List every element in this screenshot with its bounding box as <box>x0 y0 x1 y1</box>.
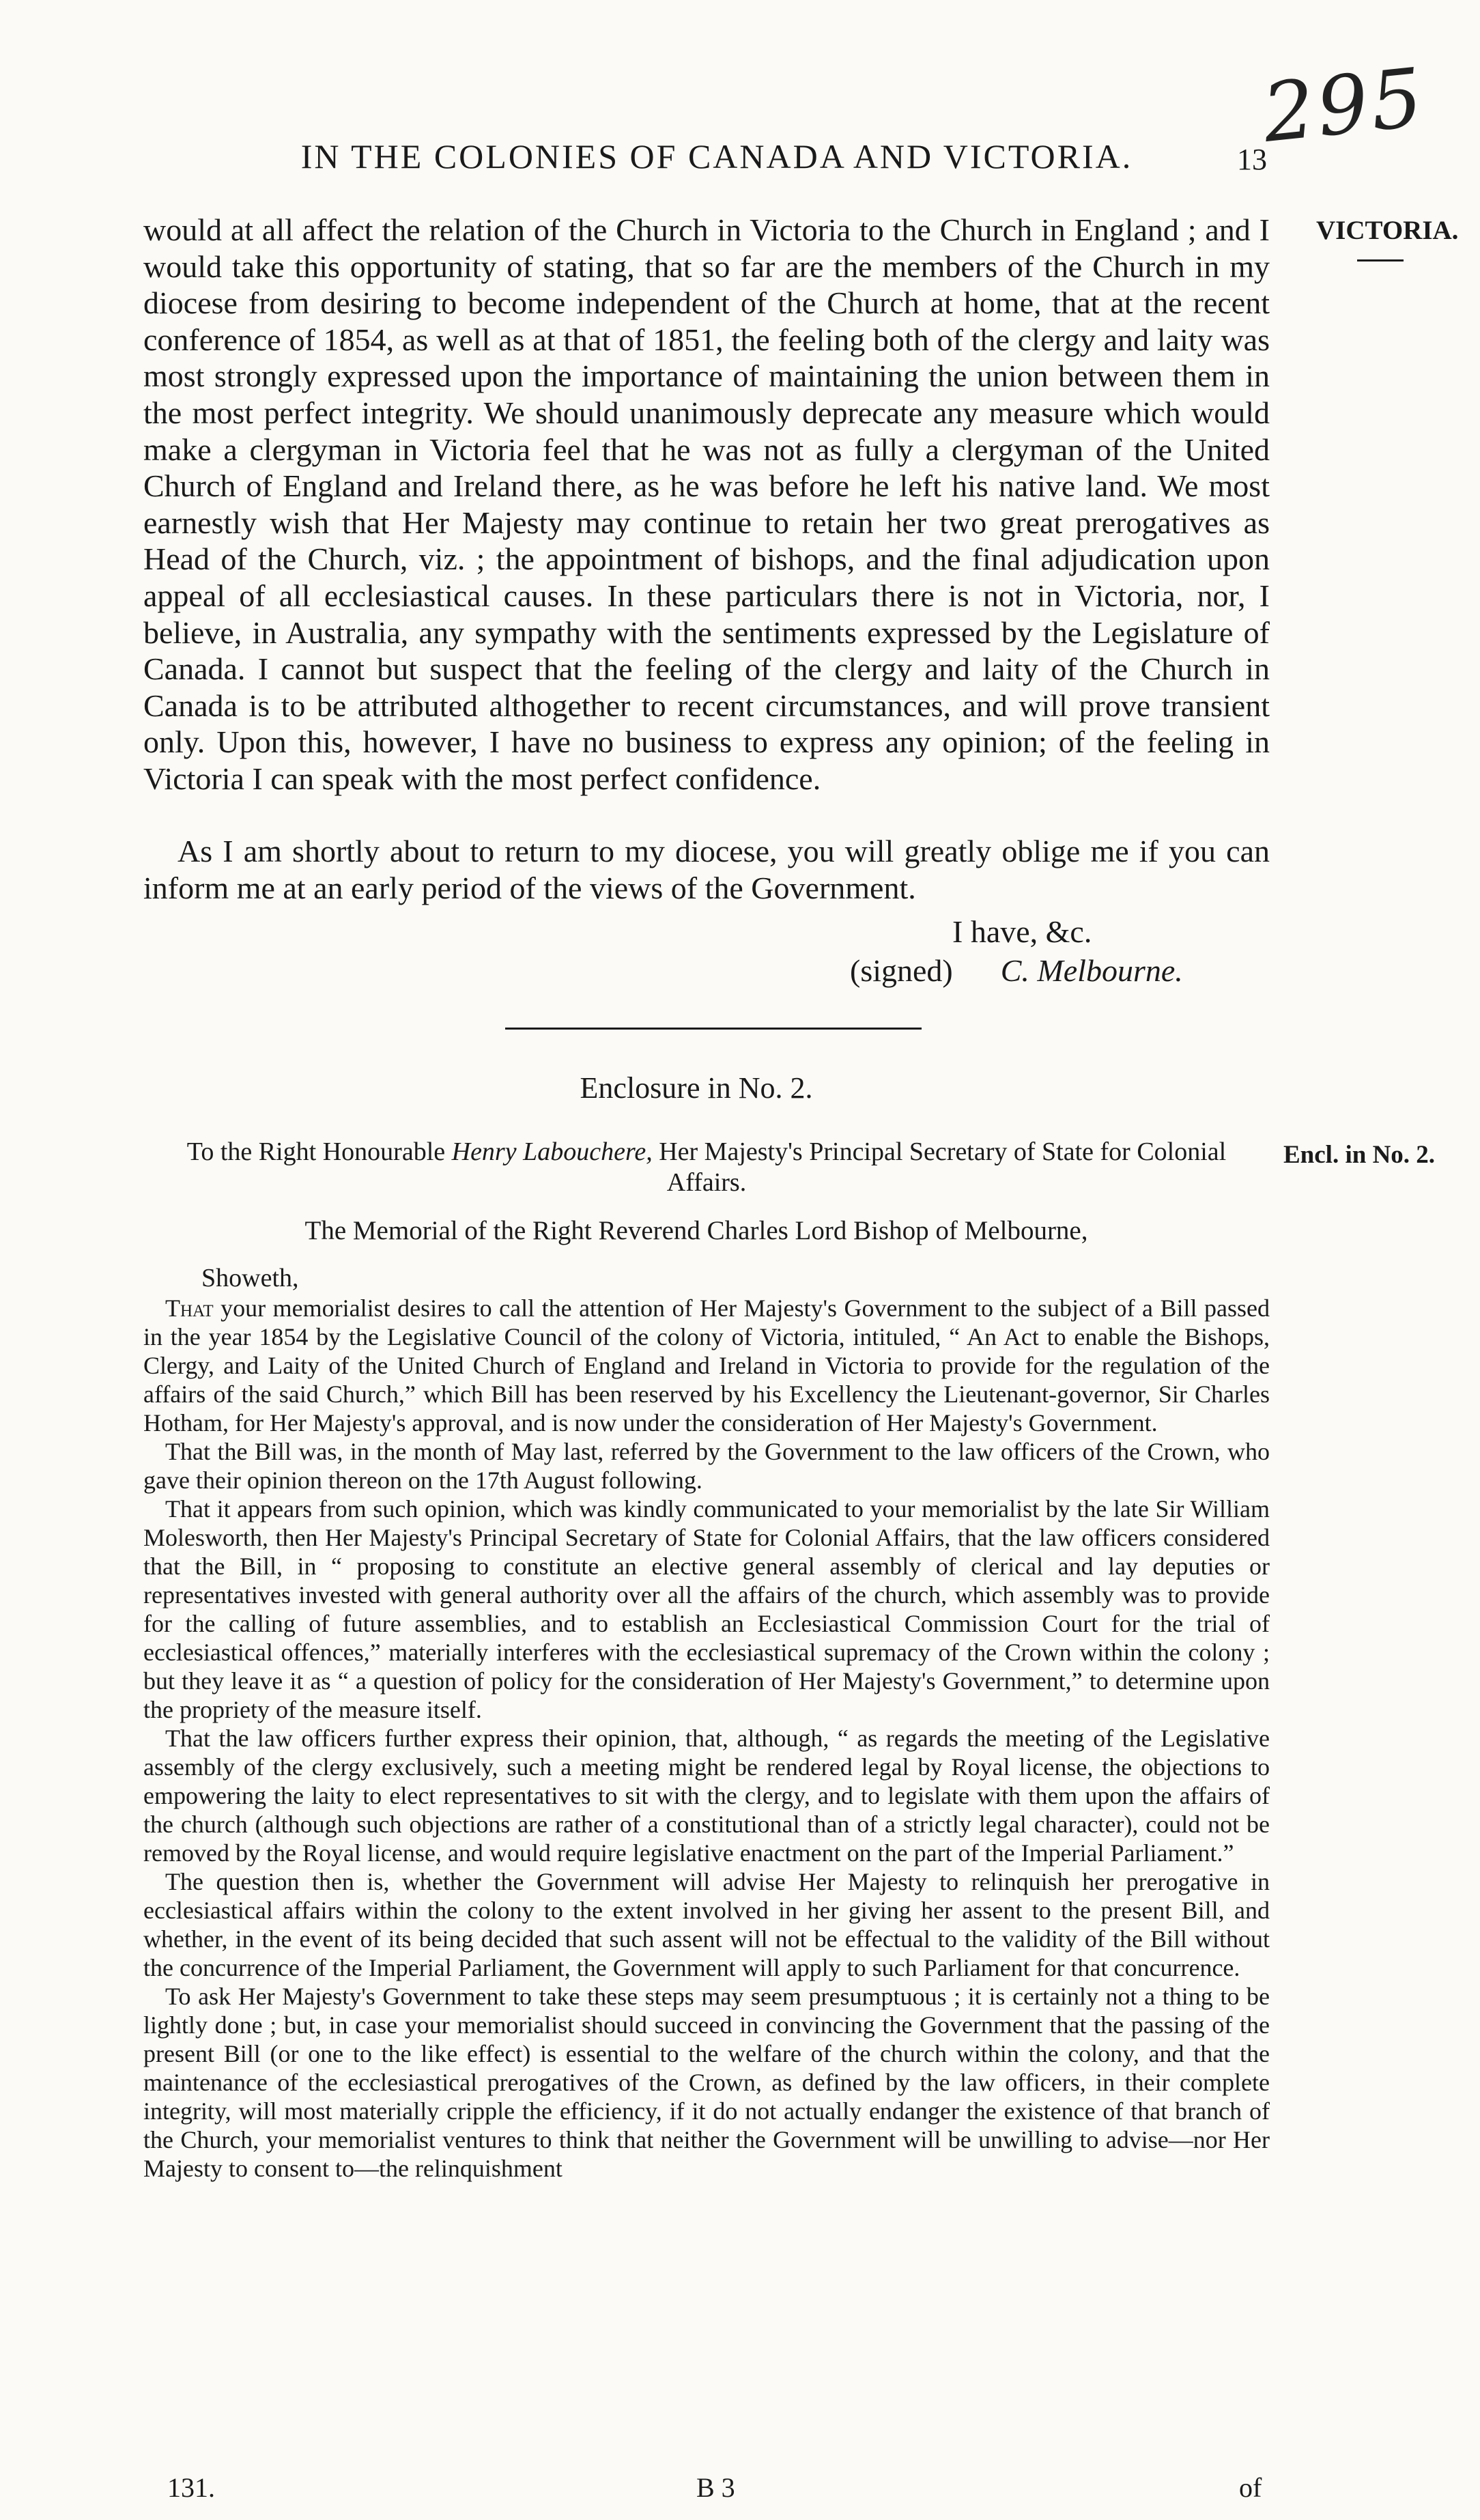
letter-paragraph: As I am shortly about to return to my diocese, you will greatly oblige me if you can inform me at an early period of the views of the Government. <box>143 834 1270 905</box>
memorial-address <box>147 1137 1266 1198</box>
handwritten-folio-number: 295 <box>1258 49 1429 161</box>
showeth-label: Showeth, <box>201 1264 299 1292</box>
letter-signature-line <box>850 952 1183 989</box>
margin-note-victoria: VICTORIA. <box>1316 216 1459 245</box>
signed-label: (signed) <box>850 953 953 988</box>
memorial-paragraph: That it appears from such opinion, which was kindly communicated to your memorialist by the late Sir William Molesworth, then Her Majesty's Principal Secretary of State for Colonial Affairs, that the law officers considered that the Bill, in “ proposing to constitute an elective general assembly of clerical and lay deputies or representatives invested with general authority over all the affairs of the church, which assembly was to provide for the calling of future assemblies, and to establish an Ecclesiastical Commission Court for the trial of ecclesiastical offences,” materially interferes with the ecclesiastical supremacy of the Crown within the colony ; but they leave it as “ a question of policy for the consideration of Her Majesty's Government,” to determine upon the propriety of the measure itself. <box>143 1495 1270 1723</box>
address-prefix: To the Right Honourable <box>186 1137 446 1166</box>
section-divider <box>505 1028 922 1030</box>
margin-note-enclosure: Encl. in No. 2. <box>1283 1141 1436 1169</box>
enclosure-heading: Enclosure in No. 2. <box>580 1071 813 1105</box>
letter-closing: I have, &c. <box>952 914 1092 949</box>
memorial-paragraph: That the law officers further express their opinion, that, although, “ as regards the meeting of the Legislative assembly of the clergy exclusively, such a meeting might be rendered legal by Royal license, the objections to empowering the laity to elect representatives to sit with the clergy, and to legislate with them upon the affairs of the church (although such objections are rather of a constitutional than of a strictly legal character), could not be removed by the Royal license, and would require legislative enactment on the part of the Imperial Parliament.” <box>143 1725 1270 1867</box>
memorial-body <box>143 1294 1270 2183</box>
margin-divider <box>1357 259 1404 261</box>
memorial-paragraph: The question then is, whether the Government will advise Her Majesty to relinquish her prerogative in ecclesiastical affairs within the colony to the extent involved in her giving her assent to the present Bill, and whether, in the event of its being decided that such assent will not be effectual to the validity of the Bill without the concurrence of the Imperial Parliament, the Government will apply to such Parliament for that concurrence. <box>143 1868 1270 1981</box>
signature-mark: B 3 <box>696 2472 735 2503</box>
signature: C. Melbourne. <box>1000 953 1183 988</box>
paragraph-lead-word: That <box>165 1294 214 1322</box>
addressee-name: Henry Labouchere, <box>451 1137 653 1166</box>
address-suffix: Her Majesty's Principal Secretary of State for Colonial Affairs. <box>659 1137 1227 1197</box>
footer-number: 131. <box>167 2472 215 2503</box>
memorial-title: The Memorial of the Right Reverend Charles Lord Bishop of Melbourne, <box>304 1216 1088 1245</box>
memorial-paragraph: To ask Her Majesty's Government to take these steps may seem presumptuous ; it is certainly not a thing to be lightly done ; but, in case your memorialist should succeed in convincing the Government that the passing of the present Bill (or one to the like effect) is essential to the welfare of the church within the colony, and that the maintenance of the ecclesiastical prerogatives of the Crown, as defined by the law officers, in their complete integrity, will most materially cripple the efficiency, if it do not actually endanger the existence of that branch of the Church, your memorialist ventures to think that neither the Government will be unwilling to advise—nor Her Majesty to consent to—the relinquishment <box>143 1983 1270 2182</box>
memorial-paragraph <box>143 1294 1270 1437</box>
letter-paragraph: would at all affect the relation of the Church in Victoria to the Church in England ; and I would take this opportunity of stating, that so far are the members of the Church in my diocese from desiring to become independent of the Church at home, that at the recent conference of 1854, as well as at that of 1851, the feeling both of the clergy and laity was most strongly expressed upon the importance of maintaining the union between them in the most perfect integrity. We should unanimously deprecate any measure which would make a clergyman in Victoria feel that he was not as fully a clergyman of the United Church of England and Ireland there, as he was before he left his native land. We most earnestly wish that Her Majesty may continue to retain her two great prerogatives as Head of the Church, viz. ; the appointment of bishops, and the final adjudication upon appeal of all ecclesiastical causes. In these particulars there is not in Victoria, nor, I believe, in Australia, any sympathy with the sentiments expressed by the Legislature of Canada. I cannot but suspect that the feeling of the clergy and laity of the Church in Canada is to be attributed althogether to recent circumstances, and will prove transient only. Upon this, however, I have no business to express any opinion; of the feeling in Victoria I can speak with the most perfect confidence. <box>143 212 1270 796</box>
catchword: of <box>1239 2472 1262 2503</box>
paragraph-text: your memorialist desires to call the attention of Her Majesty's Government to the subject of a Bill passed in the year 1854 by the Legislative Council of the colony of Victoria, intituled, “ An Act to enable the Bishops, Clergy, and Laity of the United Church of England and Ireland in Victoria to provide for the regulation of the affairs of the said Church,” which Bill has been reserved by his Excellency the Lieutenant-governor, Sir Charles Hotham, for Her Majesty's approval, and is now under the consideration of Her Majesty's Government. <box>143 1294 1270 1436</box>
page-number: 13 <box>1237 143 1267 176</box>
memorial-paragraph: That the Bill was, in the month of May last, referred by the Government to the law officers of the Crown, who gave their opinion thereon on the 17th August following. <box>143 1438 1270 1494</box>
running-head: IN THE COLONIES OF CANADA AND VICTORIA. <box>300 137 1133 175</box>
